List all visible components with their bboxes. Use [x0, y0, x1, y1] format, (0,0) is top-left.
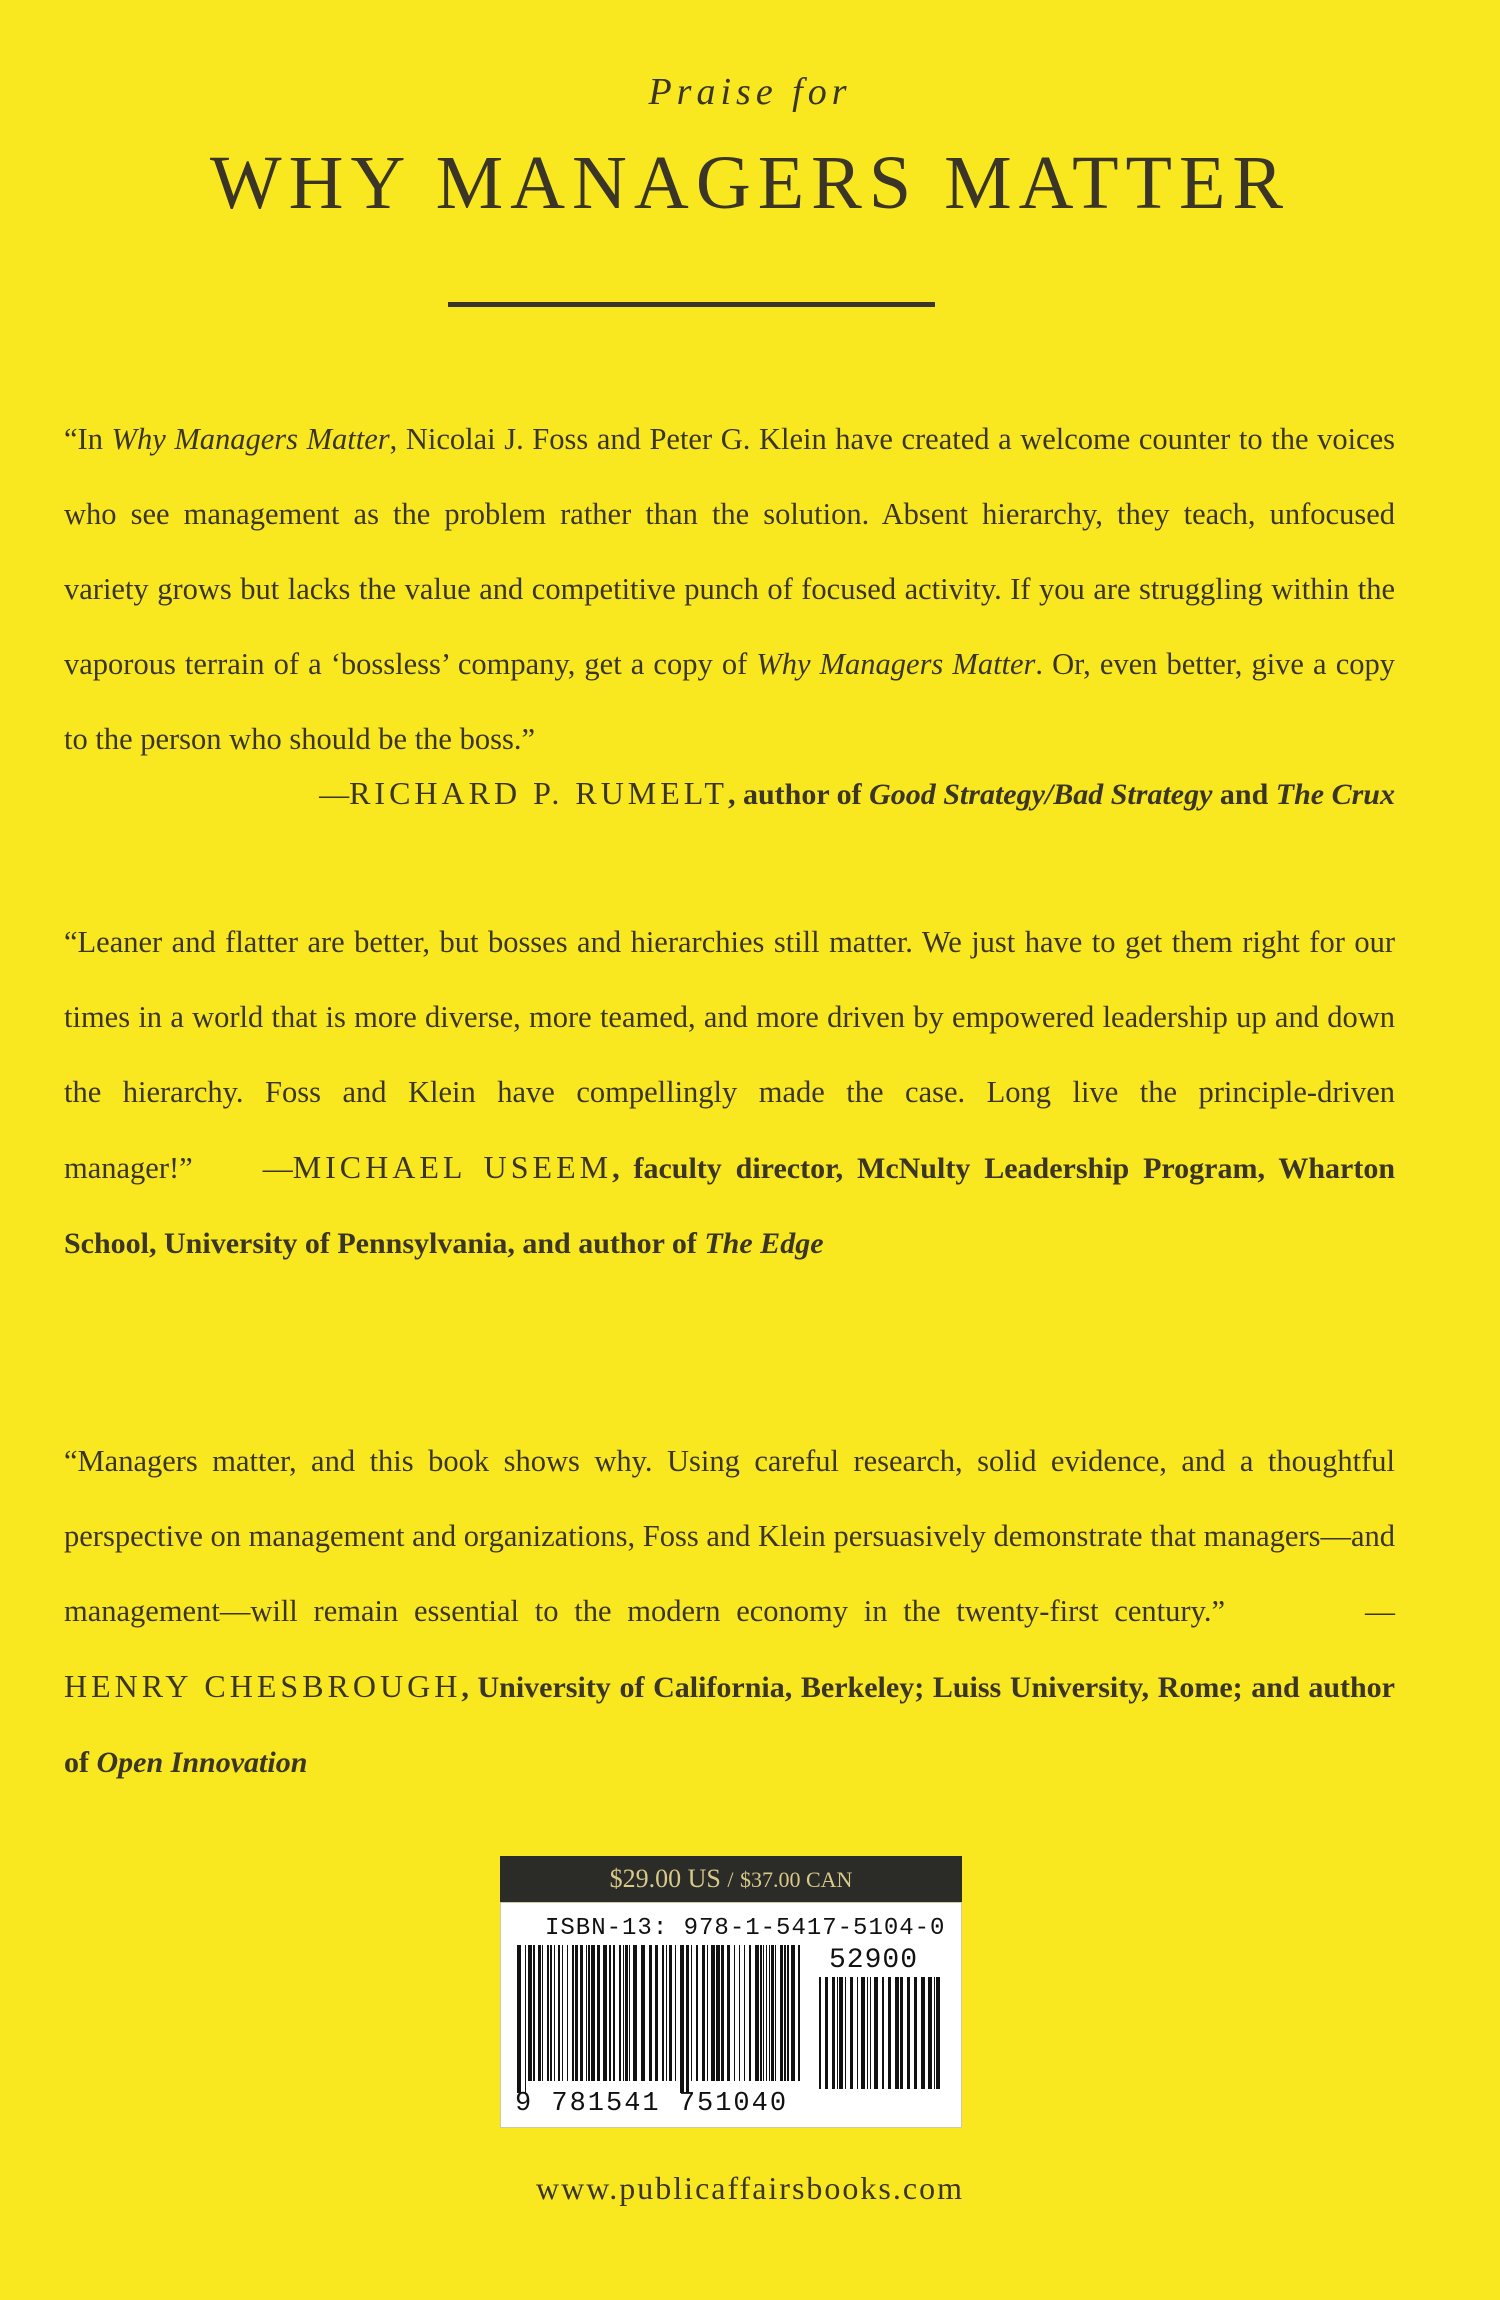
barcode-stripe: [528, 1945, 532, 2081]
barcode-stripe: [691, 1945, 692, 2081]
blurb-text: , Nicolai J. Foss and Peter G. Klein have created a welcome counter to the voices who see management as the problem rather than the solution. Absent hierarchy, they teach, unfocused variety grows but lacks the value and competitive punch of focused activity. If you are struggling within the vaporous terrain of a ‘bossless’ company, get a copy of: [64, 422, 1396, 681]
barcode-stripe: [641, 1945, 645, 2081]
attribution-text: , author of: [727, 778, 870, 811]
blurb-book-title: Why Managers Matter: [756, 647, 1036, 681]
barcode-stripe: [517, 1945, 521, 2093]
isbn-label: ISBN-13: 978-1-5417-5104-0: [545, 1915, 946, 1942]
barcode-stripe: [857, 1977, 858, 2089]
attribution-work: Open Innovation: [96, 1746, 308, 1779]
barcode-stripe: [755, 1945, 759, 2081]
barcode-stripe: [558, 1945, 560, 2081]
barcode-stripe: [547, 1945, 549, 2081]
barcode-stripe: [744, 1945, 745, 2081]
barcode-stripe: [882, 1977, 884, 2089]
attribution-dash: —: [1365, 1595, 1395, 1628]
barcode-stripe: [613, 1945, 615, 2081]
barcode-stripe: [591, 1945, 595, 2081]
barcode-stripe: [567, 1945, 568, 2081]
price-separator: /: [727, 1867, 734, 1892]
barcode-stripe: [874, 1977, 878, 2089]
barcode-stripe: [734, 1945, 735, 2081]
barcode-stripe: [921, 1977, 925, 2089]
barcode-stripe: [716, 1945, 720, 2081]
barcode-stripe: [727, 1945, 730, 2081]
barcode-stripe: [870, 1977, 871, 2089]
barcode-stripe: [625, 1945, 628, 2081]
barcode-stripe: [603, 1945, 607, 2081]
barcode-stripe: [900, 1977, 903, 2089]
barcode-stripe: [861, 1977, 865, 2089]
attribution-text: , University of California, Berkeley; Luiss University, Rome; and author of: [64, 1671, 1395, 1779]
barcode-stripe: [837, 1977, 838, 2089]
blurb-book-title: Why Managers Matter: [111, 422, 390, 456]
attribution-name: HENRY CHESBROUGH: [64, 1668, 462, 1704]
barcode-stripe: [784, 1945, 786, 2081]
barcode-stripe: [763, 1945, 764, 2081]
barcode-stripe: [586, 1945, 587, 2081]
price-code: 52900: [829, 1945, 919, 1976]
barcode-stripe: [819, 1977, 821, 2089]
barcode-stripe: [542, 1945, 543, 2081]
ean-digits: 9 781541 751040: [515, 2089, 789, 2119]
barcode-stripe: [775, 1945, 776, 2081]
barcode-stripe: [780, 1945, 783, 2081]
barcode-stripe: [914, 1977, 917, 2089]
blurb-rumelt: [64, 402, 1395, 777]
barcode-stripe: [760, 1945, 762, 2081]
barcode-stripe: [623, 1945, 624, 2081]
barcode-stripe: [562, 1945, 563, 2081]
barcode-stripe: [832, 1977, 835, 2089]
blurb-text: “Managers matter, and this book shows why. Using careful research, solid evidence, and a thoughtful perspective on management and organizations, Foss and Klein persuasively demonstrate that managers—and management—will remain essential to the modern economy in the twenty-first century.”: [64, 1444, 1395, 1628]
barcode-stripe: [588, 1945, 590, 2081]
attribution-text: , faculty director, McNulty Leadership Program, Wharton School, University of Pennsylvania, and author of: [64, 1152, 1395, 1260]
barcode-stripe: [739, 1945, 740, 2081]
praise-for-label: Praise for: [648, 71, 852, 113]
barcode-stripe: [597, 1945, 600, 2081]
attribution-dash: —: [319, 778, 350, 811]
barcode-stripe: [675, 1945, 676, 2081]
barcode-stripe: [533, 1945, 535, 2081]
barcode-stripe: [649, 1945, 652, 2081]
barcode-stripe: [845, 1977, 846, 2089]
barcode-stripe: [749, 1945, 751, 2081]
book-title: WHY MANAGERS MATTER: [209, 141, 1291, 225]
blurb-useem: [64, 905, 1395, 1281]
barcode-stripe: [525, 1945, 526, 2093]
barcode-stripe: [721, 1945, 724, 2081]
barcode-stripe: [791, 1945, 795, 2081]
attribution-name: MICHAEL USEEM: [292, 1149, 613, 1185]
attribution-work: Good Strategy/Bad Strategy: [869, 778, 1213, 811]
barcode-stripe: [707, 1945, 708, 2081]
barcode-stripe: [686, 1945, 689, 2093]
blurb-text: . Or, even better, give a copy to the person who should be the boss.”: [64, 647, 1395, 756]
barcode-stripe: [580, 1945, 583, 2081]
price-us: $29.00 US: [609, 1864, 721, 1893]
barcode-stripe: [629, 1945, 630, 2081]
barcode-stripe: [928, 1977, 932, 2089]
blurb-text: “In: [64, 422, 112, 456]
barcode-stripe: [769, 1945, 770, 2081]
barcode-stripe: [825, 1977, 828, 2089]
barcode-stripe: [907, 1977, 910, 2089]
attribution-work: The Crux: [1275, 778, 1395, 811]
barcode-stripe: [669, 1945, 672, 2081]
barcode-stripe: [771, 1945, 774, 2081]
barcode-stripe: [798, 1945, 800, 2081]
barcode-stripe: [655, 1945, 658, 2081]
barcode-stripe: [711, 1945, 715, 2081]
barcode-box: [500, 1902, 962, 2128]
ean-barcode-icon: [515, 1945, 805, 2105]
blurb-text: “Leaner and flatter are better, but bosses and hierarchies still matter. We just have to get them right for our times in a world that is more diverse, more teamed, and more driven by empowered leadership up and down the hierarchy. Foss and Klein have compellingly made the case. Long live the principle-driven manager!”: [64, 925, 1395, 1185]
barcode-stripe: [888, 1977, 891, 2089]
attribution-name: RICHARD P. RUMELT: [349, 775, 728, 811]
attribution-text: and: [1212, 778, 1276, 811]
attribution-rumelt: [64, 756, 1395, 832]
blurb-chesbrough: [64, 1424, 1395, 1800]
barcode-stripe: [787, 1945, 789, 2081]
barcode-stripe: [550, 1945, 552, 2081]
barcode-stripe: [680, 1945, 684, 2093]
barcode-stripe: [895, 1977, 899, 2089]
barcode-stripe: [766, 1945, 767, 2081]
barcode-stripe: [575, 1945, 578, 2081]
barcode-stripe: [702, 1945, 705, 2081]
barcode-stripe: [633, 1945, 637, 2081]
publisher-website: www.publicaffairsbooks.com: [536, 2170, 964, 2206]
addon-barcode-icon: [817, 1977, 945, 2089]
barcode-stripe: [666, 1945, 667, 2081]
price-can: $37.00 CAN: [739, 1867, 853, 1892]
barcode-stripe: [554, 1945, 555, 2081]
price-bar: [500, 1856, 962, 1902]
attribution-dash: —: [262, 1152, 293, 1185]
barcode-stripe: [619, 1945, 621, 2081]
barcode-stripe: [696, 1945, 698, 2081]
barcode-stripe: [934, 1977, 935, 2089]
barcode-stripe: [662, 1945, 664, 2081]
attribution-work: The Edge: [704, 1227, 824, 1260]
barcode-stripe: [867, 1977, 868, 2089]
barcode-stripe: [936, 1977, 940, 2089]
barcode-stripe: [609, 1945, 611, 2081]
title-divider: [448, 302, 935, 307]
barcode-stripe: [839, 1977, 843, 2089]
barcode-stripe: [850, 1977, 853, 2089]
barcode-stripe: [572, 1945, 574, 2081]
barcode-stripe: [538, 1945, 541, 2081]
